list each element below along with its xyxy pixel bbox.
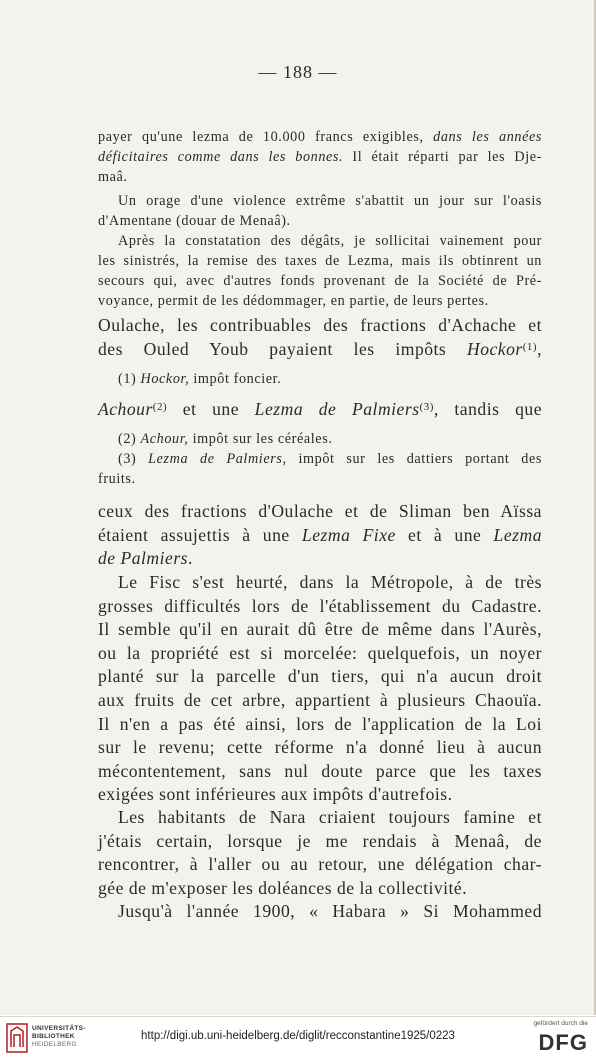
text-line: mécontentement, sans nul doute parce que les taxes — [98, 760, 542, 781]
text-line: aux fruits de cet arbre, appartient à plusieurs Chaouïa. — [98, 689, 542, 710]
text-line: Le Fisc s'est heurté, dans la Métropole, à de très — [118, 572, 542, 592]
footnote-1: (1) Hockor, impôt foncier. — [118, 371, 282, 387]
italic-term: Lezma Fixe — [301, 524, 396, 545]
page-number: — 188 — — [258, 62, 338, 82]
text-line: voyance, permit de les dédommager, en partie, de leurs pertes. — [98, 293, 489, 309]
text-line: planté sur la parcelle d'un tiers, qui n'a aucun droit — [98, 666, 542, 687]
text-line: de Palmiers. — [98, 548, 193, 569]
italic-term: Achour — [98, 399, 153, 419]
footnote-ref: (3) — [419, 401, 434, 413]
italic-term: de Palmiers — [98, 548, 189, 569]
paragraph-oulache — [98, 314, 542, 361]
text-line: Il semble qu'il en aurait dû être de même dans l'Aurès, — [98, 619, 542, 640]
italic-phrase: dans les années — [433, 129, 542, 145]
paragraph-2 — [98, 191, 542, 231]
text-line: les sinistrés, la remise des taxes de Lezma, mais ils obtinrent un — [98, 253, 542, 269]
paragraph-nara — [98, 806, 542, 900]
text-line: secours qui, avec d'autres fonds provenant de la Société de Pré- — [98, 273, 542, 289]
paragraph-habara — [98, 900, 542, 924]
paragraph-3 — [98, 231, 542, 311]
text-line: ou la propriété est si morcelée: quelquefois, un noyer — [98, 642, 542, 663]
paragraph-achour — [98, 398, 542, 422]
text-line: exigées sont inférieures aux impôts d'autrefois. — [98, 784, 453, 805]
funding-note: gefördert durch die — [533, 1020, 588, 1027]
text-line: maâ. — [98, 169, 128, 185]
text-line: Oulache, les contribuables des fractions d'Achache et — [98, 315, 542, 335]
italic-term: Hockor — [467, 338, 523, 359]
text-line: déficitaires comme dans les bonnes. Il était réparti par les Dje- — [98, 149, 542, 165]
viewer-footer — [0, 1016, 596, 1058]
footnote-ref: (1) — [522, 340, 538, 353]
italic-term: Lezma de Palmiers — [254, 399, 420, 419]
footnotes-2-3: (2) Achour, impôt sur les céréales. (3) Lezma de Palmiers, impôt sur les dattiers portant des fruits. — [98, 431, 542, 487]
italic-term: Lezma — [493, 524, 542, 545]
library-name: UNIVERSITÄTS- BIBLIOTHEK HEIDELBERG — [32, 1025, 86, 1048]
text-line: sur le revenu; cette réforme n'a donné lieu à aucun — [98, 737, 542, 758]
text-line: étaient assujettis à une Lezma Fixe et à une Lezma — [98, 524, 542, 545]
text-line: d'Amentane (douar de Menaâ). — [98, 213, 291, 229]
text-line: ceux des fractions d'Oulache et de Sliman ben Aïssa — [98, 501, 542, 521]
permalink-url[interactable]: http://digi.ub.uni-heidelberg.de/diglit/recconstantine1925/0223 — [141, 1030, 455, 1042]
text-line: rencontrer, à l'aller ou au retour, une délégation char- — [98, 854, 542, 875]
text-line: Après la constatation des dégâts, je sollicitai vainement pour — [118, 233, 542, 249]
paragraph-1 — [98, 127, 542, 187]
paragraph-sliman — [98, 500, 542, 571]
text-line: grosses difficultés lors de l'établissement du Cadastre. — [98, 595, 542, 616]
footnote-ref: (2) — [152, 401, 168, 413]
text-line: Les habitants de Nara criaient toujours famine et — [118, 807, 542, 827]
text-line: gée de m'exposer les doléances de la collectivité. — [98, 877, 468, 898]
text-line: payer qu'une lezma de 10.000 francs exigibles, dans les années — [98, 129, 542, 145]
italic-phrase: déficitaires comme dans les bonnes. — [98, 149, 344, 165]
text-line: j'étais certain, lorsque je me rendais à Menaâ, de — [98, 830, 542, 851]
dfg-logo: DFG — [538, 1030, 588, 1055]
paragraph-fisc — [98, 571, 542, 807]
text-line: Achour$^{(2)}$ et une Lezma de Palmiers$^{(3)}$, tandis que — [98, 399, 542, 419]
text-line: Un orage d'une violence extrême s'abattit un jour sur l'oasis — [118, 193, 542, 209]
text-line: des Ouled Youb payaient les impôts Hockor$^{(1)}$, — [98, 338, 542, 359]
text-line: Il n'en a pas été ainsi, lors de l'application de la Loi — [98, 713, 542, 734]
text-line: Jusqu'à l'année 1900, « Habara » Si Mohammed — [118, 901, 542, 921]
